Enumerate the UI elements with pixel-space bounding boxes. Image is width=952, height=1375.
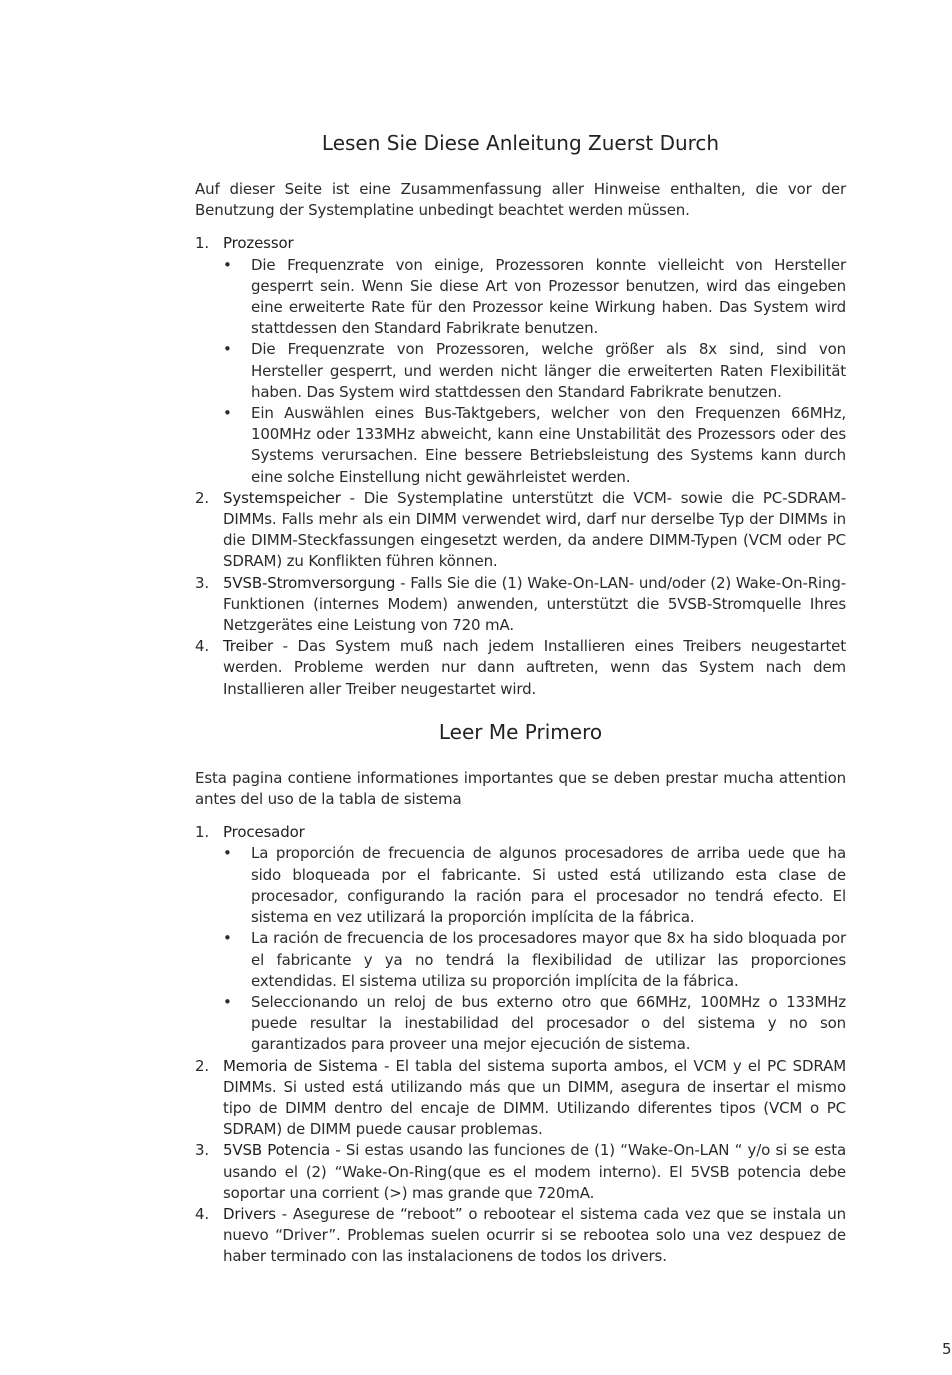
item-term: Memoria de Sistema xyxy=(223,1056,378,1075)
bullet-icon: • xyxy=(223,255,232,274)
item-text: - Si estas usando las funciones de (1) “Wake-On-LAN “ y/o si se esta usando el (2) “Wake-On-Ring(que es el modem interno). El 5VSB potencia debe soportar una corrient (>) mas grande que 720mA. xyxy=(223,1141,846,1202)
german-title: Lesen Sie Diese Anleitung Zuerst Durch xyxy=(321,131,720,155)
bullet-text: Seleccionando un reloj de bus externo otro que 66MHz, 100MHz o 133MHz puede resultar la inestabilidad del procesador o del sistema y no son garantizados para proveer una mejor ejecución de sistema. xyxy=(251,992,846,1054)
bullet-item xyxy=(223,403,846,488)
list-item xyxy=(195,1140,846,1204)
bullet-icon: • xyxy=(223,992,232,1011)
spanish-title: Leer Me Primero xyxy=(438,719,603,744)
bullet-text: Die Frequenzrate von einige, Prozessoren konnte vielleicht von Hersteller gesperrt sein. Wenn Sie diese Art von Prozessor benutzen, wird das eingeben eine erweiterte Rate für den Prozessor keine Wirkung haben. Das System wird stattdessen den Standard Fabrikrate benutzen. xyxy=(251,255,846,338)
item-term: 5VSB-Stromversorgung xyxy=(223,573,396,592)
item-text: - Falls Sie die (1) Wake-On-LAN- und/oder (2) Wake-On-Ring-Funktionen (internes Modem) anwenden, unterstützt die 5VSB-Stromquelle Ihres Netzgerätes eine Leistung von 720 mA. xyxy=(223,573,846,635)
document-page xyxy=(195,128,846,1268)
item-text: - Die Systemplatine unterstützt die VCM- sowie die PC-SDRAM-DIMMs. Falls mehr als ein DIMM verwendet wird, darf nur derselbe Typ der DIMMs in die DIMM-Steckfassungen eingesetzt werden, da andere DIMM-Typen (VCM oder PC SDRAM) zu Konflikten führen können. xyxy=(223,488,846,571)
bullet-item xyxy=(223,339,846,403)
bullet-text: Ein Auswählen eines Bus-Taktgebers, welcher von den Frequenzen 66MHz, 100MHz oder 133MHz abweicht, kann eine Unstabilität des Prozessors oder des Systems verursachen. Eine bessere Betriebsleistung des Systems kann durch eine solche Einstellung nicht gewährleistet werden. xyxy=(251,404,846,486)
item-number: 2. xyxy=(195,1056,210,1075)
list-item xyxy=(195,573,846,637)
bullet-icon: • xyxy=(223,844,232,863)
bullet-text: La proporción de frecuencia de algunos procesadores de arriba uede que ha sido bloqueada por el fabricante. Si usted está utilizando esta clase de procesador, configurando la ración para el procesador no tendrá efecto. El sistema en vez utilizará la proporción implícita de la fábrica. xyxy=(251,844,846,927)
spanish-intro: Esta pagina contiene informationes importantes que se deben prestar mucha attention antes del uso de la tabla de sistema xyxy=(195,768,846,809)
item-term: Prozessor xyxy=(223,234,294,253)
bullet-list xyxy=(223,255,846,488)
bullet-icon: • xyxy=(223,929,232,948)
bullet-item xyxy=(223,843,846,928)
list-item xyxy=(195,1204,846,1268)
german-list xyxy=(195,233,846,699)
bullet-icon: • xyxy=(223,404,232,423)
bullet-text: Die Frequenzrate von Prozessoren, welche größer als 8x sind, sind von Hersteller gesperrt, und werden nicht länger die erweiterten Raten Flexibilität haben. Das System wird stattdessen den Standard Fabrikrate benutzen. xyxy=(251,340,846,401)
bullet-text: La ración de frecuencia de los procesadores mayor que 8x ha sido bloquada por el fabricante y ya no tendrá la flexibilidad de utilizar las proporciones extendidas. El sistema utiliza su proporción implícita de la fábrica. xyxy=(251,929,846,990)
item-number: 4. xyxy=(195,1204,210,1223)
bullet-item xyxy=(223,992,846,1056)
item-text: - Das System muß nach jedem Installieren eines Treibers neugestartet werden. Probleme werden nur dann auftreten, wenn das System nach dem Installieren aller Treiber neugestartet wird. xyxy=(223,637,846,698)
bullet-item xyxy=(223,928,846,992)
list-item xyxy=(195,636,846,700)
list-item xyxy=(195,822,846,1055)
list-item xyxy=(195,233,846,487)
item-term: Systemspeicher xyxy=(223,488,341,507)
bullet-icon: • xyxy=(223,340,232,359)
item-term: Drivers xyxy=(223,1204,276,1223)
item-term: 5VSB Potencia xyxy=(223,1141,331,1160)
item-term: Procesador xyxy=(223,823,305,842)
item-term: Treiber xyxy=(223,637,274,656)
item-number: 1. xyxy=(195,823,210,842)
item-text: - Asegurese de “reboot” o rebootear el sistema cada vez que se instala un nuevo “Driver”. Problemas suelen ocurrir si se rebootea solo una vez despuez de haber terminado con las instalacionens de todos los drivers. xyxy=(223,1204,846,1266)
item-number: 4. xyxy=(195,637,210,656)
item-number: 1. xyxy=(195,234,210,253)
list-item xyxy=(195,488,846,573)
german-intro: Auf dieser Seite ist eine Zusammenfassung aller Hinweise enthalten, die vor der Benutzung der Systemplatine unbedingt beachtet werden müssen. xyxy=(195,180,846,220)
item-number: 3. xyxy=(195,1141,210,1160)
spanish-list xyxy=(195,822,846,1267)
item-number: 2. xyxy=(195,488,210,507)
bullet-list xyxy=(223,843,846,1055)
item-text: - El tabla del sistema suporta ambos, el VCM y el PC SDRAM DIMMs. Si usted está utilizando más que un DIMM, asegura de insertar el mismo tipo de DIMM dentro del encaje de DIMM. Utilizando diferentes tipos (VCM o PC SDRAM) de DIMM puede causar problemas. xyxy=(223,1056,846,1139)
page-number: 5 xyxy=(942,1340,952,1358)
bullet-item xyxy=(223,255,846,340)
list-item xyxy=(195,1056,846,1141)
item-number: 3. xyxy=(195,573,210,592)
